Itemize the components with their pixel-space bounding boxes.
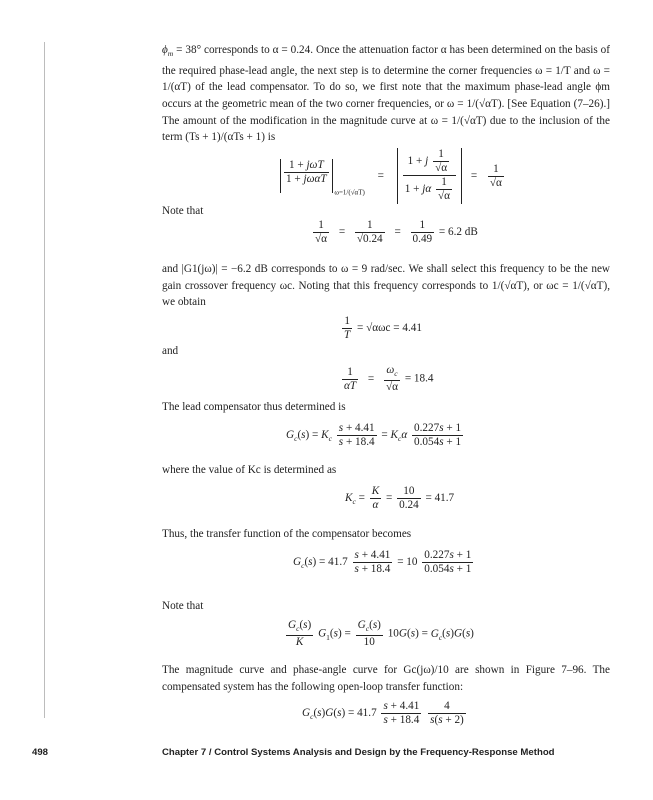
note-that-2: Note that [162, 600, 204, 612]
paragraph-4: where the value of Kc is determined as [162, 464, 337, 476]
note-that-1: Note that [162, 205, 204, 217]
equation-magnitude-modification: $\frac{\text{1 + jωT}}{\text{1 + jωαT}}$ $_{\omega=1/(√\alpha T)}$ = 1 + j $\frac{1}{√\alpha}$ 1 + jα $\frac{1}{√\alpha}$ = $\frac{1}{√\alpha}$ [280, 148, 506, 204]
paragraph-2: and |G1(jω)| = −6.2 dB corresponds to ω = 9 rad/sec. We shall select this frequency to be the new gain crossover frequency ωc. Noting that this frequency corresponds to 1/(√αT), or ωc = 1/(√αT), we obtain [162, 263, 610, 309]
paragraph-3: The lead compensator thus determined is [162, 401, 346, 413]
page-number: 498 [32, 747, 49, 758]
phi-symbol: ϕ [162, 44, 168, 56]
Kc-result: = 41.7 [425, 492, 455, 505]
equation-compensator-tf: $G_c(s) = 41.7$ $\frac{s + 4.41}{s + 18.4}$ = 10 $\frac{0.227s + 1}{0.054s + 1}$ [293, 549, 472, 575]
paragraph-5: Thus, the transfer function of the compensator becomes [162, 528, 412, 540]
db-result: = 6.2 dB [438, 226, 478, 239]
margin-rule [44, 42, 45, 718]
equation-lead-compensator: $G_c(s) = K_c$ $\frac{s + 4.41}{s + 18.4}$ = $K_c\alpha$ $\frac{0.227s + 1}{0.054s + 1}$ [286, 422, 462, 448]
paragraph-1-text: = 38° corresponds to α = 0.24. Once the attenuation factor α has been determined on the basis of the required phase-lead angle, the next step is to determine the corner frequencies ω = 1/T and ω = 1/(αT) of the lead compensator. To do so, we first note that the maximum phase-lead angle ϕm occurs at the geometric mean of the two corner frequencies, or ω = 1/(√αT). [See Equation (7–26).] The amount of the modification in the magnitude curve at ω = 1/(√αT) due to the inclusion of the term (Ts + 1)/(αTs + 1) is [162, 44, 610, 144]
equation-db: $\frac{1}{√\alpha}$ = $\frac{1}{√0.24}$ = $\frac{1}{0.49}$ = 6.2 dB [315, 219, 478, 245]
one-over-T-result: = √αωc = 4.41 [357, 322, 422, 335]
alphaT-result: = 18.4 [404, 372, 434, 385]
paragraph-1: $\phi_m = 38^\circ$ corresponds to α = 0.24. Once the attenuation factor α has been determined on the basis of the required phase-lead angle, the next step is to determine the corner frequencies ω = 1/T and ω = 1/(αT) of the lead compensator. To do so, we first note that the maximum phase-lead angle ϕm occurs at the geometric mean of the two corner frequencies, or ω = 1/(√αT). [See Equation (7–26).] The amount of the modification in the magnitude curve at ω = 1/(√αT) due to the inclusion of the term (Ts + 1)/(αTs + 1) is [162, 44, 610, 144]
and-label: and [162, 345, 179, 357]
paragraph-6: The magnitude curve and phase-angle curve for Gc(jω)/10 are shown in Figure 7–96. The compensated system has the following open-loop transfer function: [162, 664, 610, 693]
chapter-running-head: Chapter 7 / Control Systems Analysis and Design by the Frequency-Response Method [162, 747, 555, 758]
equation-open-loop: $G_c(s)G(s) = 41.7$ $\frac{s + 4.41}{s + 18.4}$ $\frac{4}{s(s + 2)}$ [302, 700, 464, 726]
equation-Kc: $K_c$ = $\frac{K}{\alpha}$ = $\frac{10}{0.24}$ = 41.7 [345, 485, 455, 511]
page-footer [0, 747, 653, 761]
equation-alphaT: $\frac{1}{\alpha T}$ = $\frac{\omega_c}{√\alpha}$ = 18.4 [344, 364, 434, 394]
equation-Gc-over-K: $\frac{G_c(s)}{K}$ $G_1(s)$ = $\frac{G_c(s)}{10}$ $10G(s) = G_c(s)G(s)$ [288, 619, 474, 649]
equation-1-over-T: $\frac{1}{T}$ = √αωc = 4.41 [344, 315, 422, 341]
